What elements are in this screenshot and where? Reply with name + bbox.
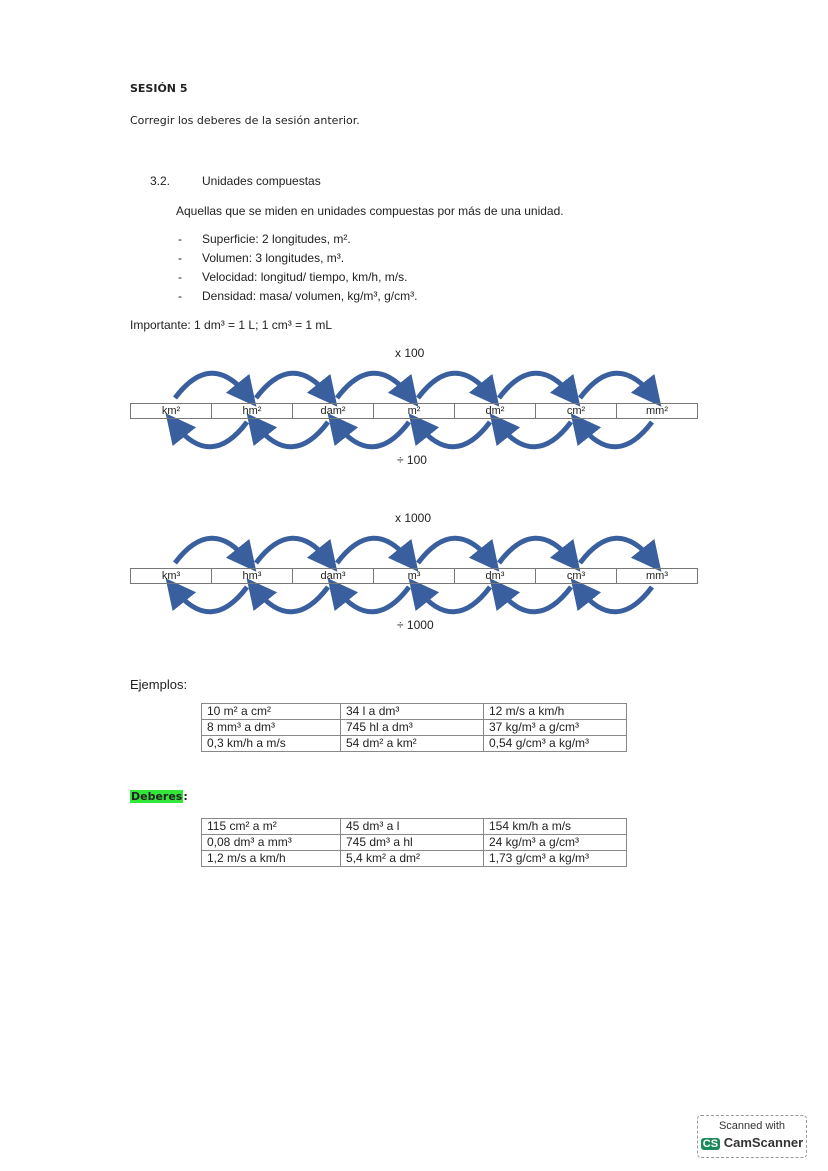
multiply-arrow xyxy=(499,538,571,563)
unit-cell: cm² xyxy=(536,404,617,418)
exercise-cell: 0,3 km/h a m/s xyxy=(202,736,341,752)
volume-conversion-diagram xyxy=(0,505,828,635)
unit-cell: mm² xyxy=(646,405,668,417)
multiply-arrow xyxy=(337,538,409,563)
multiply-arrow xyxy=(580,373,652,398)
bullet-dash: - xyxy=(178,289,182,303)
divide-label: ÷ 100 xyxy=(397,453,427,467)
exercise-cell: 0,08 dm³ a mm³ xyxy=(202,835,341,851)
table-row xyxy=(202,819,627,835)
exercise-cell: 37 kg/m³ a g/cm³ xyxy=(484,720,627,736)
camscanner-logo-icon: CS xyxy=(702,1138,719,1150)
area-conversion-diagram xyxy=(0,340,828,470)
section-description: Aquellas que se miden en unidades compuestas por más de una unidad. xyxy=(176,204,564,218)
divide-arrow xyxy=(418,587,490,612)
unit-strip xyxy=(130,403,698,419)
intro-text: Corregir los deberes de la sesión anterior. xyxy=(130,114,360,127)
homework-table xyxy=(201,818,627,867)
bullet-item: Densidad: masa/ volumen, kg/m³, g/cm³. xyxy=(202,289,418,303)
table-row xyxy=(202,835,627,851)
unit-cell: dam² xyxy=(293,404,374,418)
unit-cell: m² xyxy=(374,404,455,418)
exercise-cell: 12 m/s a km/h xyxy=(484,704,627,720)
exercise-cell: 54 dm² a km² xyxy=(341,736,484,752)
exercise-cell: 1,2 m/s a km/h xyxy=(202,851,341,867)
table-row xyxy=(202,704,627,720)
section-number: 3.2. xyxy=(150,174,171,188)
divide-arrow xyxy=(337,587,409,612)
exercise-cell: 115 cm² a m² xyxy=(202,819,341,835)
session-title: SESIÓN 5 xyxy=(130,82,188,95)
badge-brand: CamScanner xyxy=(723,1135,804,1150)
multiply-label: x 1000 xyxy=(395,511,432,525)
bullet-dash: - xyxy=(178,232,182,246)
exercise-cell: 8 mm³ a dm³ xyxy=(202,720,341,736)
unit-strip xyxy=(130,568,698,584)
multiply-arrow xyxy=(256,373,328,398)
unit-cell: dm² xyxy=(455,404,536,418)
divide-arrow xyxy=(256,587,328,612)
bullet-item: Velocidad: longitud/ tiempo, km/h, m/s. xyxy=(202,270,408,284)
multiply-arrow xyxy=(499,373,571,398)
multiply-label: x 100 xyxy=(395,346,425,360)
divide-arrow xyxy=(175,587,247,612)
multiply-arrow xyxy=(175,538,247,563)
unit-cell: hm³ xyxy=(212,569,293,583)
divide-label: ÷ 1000 xyxy=(397,618,434,632)
exercise-cell: 45 dm³ a l xyxy=(341,819,484,835)
exercise-cell: 0,54 g/cm³ a kg/m³ xyxy=(484,736,627,752)
exercise-cell: 34 l a dm³ xyxy=(341,704,484,720)
exercise-cell: 154 km/h a m/s xyxy=(484,819,627,835)
unit-cell: hm² xyxy=(212,404,293,418)
multiply-arrow xyxy=(175,373,247,398)
homework-label-text: Deberes xyxy=(131,790,183,803)
unit-cell: km³ xyxy=(131,569,212,583)
unit-cell: dm³ xyxy=(455,569,536,583)
multiply-arrow xyxy=(256,538,328,563)
unit-cell: mm³ xyxy=(646,570,668,582)
examples-table xyxy=(201,703,627,752)
bullet-dash: - xyxy=(178,270,182,284)
table-row xyxy=(202,736,627,752)
examples-label: Ejemplos: xyxy=(130,677,188,692)
exercise-cell: 1,73 g/cm³ a kg/m³ xyxy=(484,851,627,867)
divide-arrow xyxy=(499,587,571,612)
divide-arrow xyxy=(418,422,490,447)
bullet-item: Volumen: 3 longitudes, m³. xyxy=(202,251,345,265)
homework-colon: : xyxy=(183,790,188,803)
unit-cell: dam³ xyxy=(293,569,374,583)
exercise-cell: 24 kg/m³ a g/cm³ xyxy=(484,835,627,851)
divide-arrow xyxy=(337,422,409,447)
important-note: Importante: 1 dm³ = 1 L; 1 cm³ = 1 mL xyxy=(130,318,333,332)
divide-arrow xyxy=(580,587,652,612)
multiply-arrow xyxy=(418,373,490,398)
bullet-dash: - xyxy=(178,251,182,265)
divide-arrow xyxy=(499,422,571,447)
exercise-cell: 5,4 km² a dm² xyxy=(341,851,484,867)
exercise-cell: 745 dm³ a hl xyxy=(341,835,484,851)
homework-label xyxy=(130,790,188,803)
section-title: Unidades compuestas xyxy=(202,174,321,188)
exercise-cell: 10 m² a cm² xyxy=(202,704,341,720)
divide-arrow xyxy=(256,422,328,447)
unit-cell: cm³ xyxy=(536,569,617,583)
unit-cell: m³ xyxy=(374,569,455,583)
multiply-arrow xyxy=(580,538,652,563)
bullet-item: Superficie: 2 longitudes, m². xyxy=(202,232,351,246)
multiply-arrow xyxy=(337,373,409,398)
divide-arrow xyxy=(175,422,247,447)
table-row xyxy=(202,851,627,867)
camscanner-badge xyxy=(697,1115,807,1158)
divide-arrow xyxy=(580,422,652,447)
badge-caption: Scanned with xyxy=(718,1120,786,1132)
table-row xyxy=(202,720,627,736)
unit-cell: km² xyxy=(131,404,212,418)
multiply-arrow xyxy=(418,538,490,563)
exercise-cell: 745 hl a dm³ xyxy=(341,720,484,736)
